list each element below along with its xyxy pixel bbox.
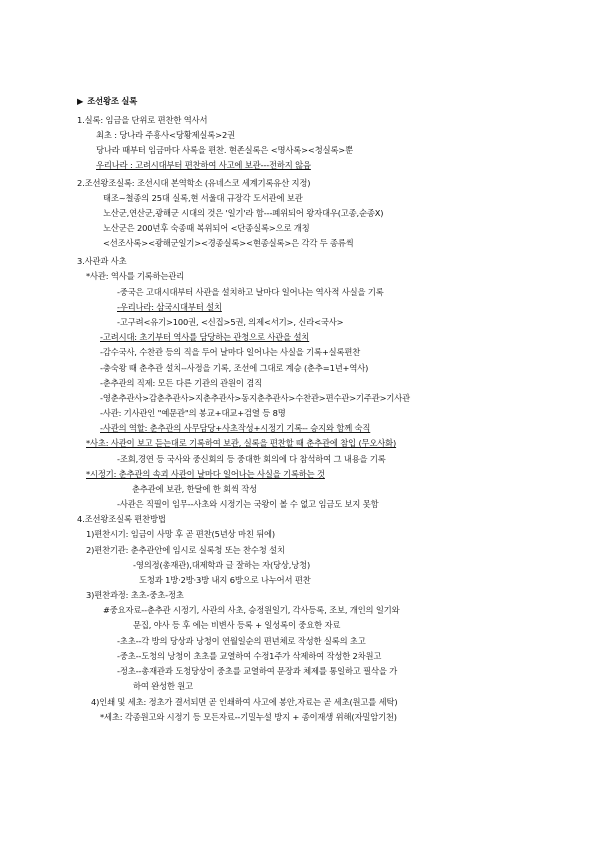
text-line: -감수국사, 수찬관 등의 직을 두어 날마다 일어나는 사실을 기록+실록편찬 (100, 347, 361, 357)
text-line: 당나라 때부터 임금마다 사록을 편찬. 현존실록은 <명사록><청실록>뿐 (96, 145, 353, 155)
text-line: #중요자료--춘추관 시정기, 사관의 사초, 승정원일기, 각사등록, 조보, 개인의 일기와 (103, 605, 400, 615)
section-heading (77, 96, 137, 107)
text-line: 태조~철종의 25대 실록,현 서울대 규장각 도서관에 보관 (103, 193, 303, 203)
section-title: 조선왕조 실록 (87, 96, 138, 106)
triangle-bullet-icon: ▶ (77, 96, 84, 106)
text-line: -정초--총재관과 도청당상이 중초를 교열하여 문장과 체제를 통일하고 필삭을 가 (117, 666, 398, 676)
text-line: 우리나라 : 고려시대부터 편찬하여 사고에 보관---전하지 않음 (96, 160, 311, 170)
text-line: 노산군,연산군,광해군 시대의 것은 '일기'라 함---폐위되어 왕자대우(고종,순종X) (103, 208, 384, 218)
text-line: 2)편찬기관: 춘추관안에 임시로 실록청 또는 찬수청 설치 (86, 545, 285, 555)
text-line: *시정기: 춘추관의 속괴 사관이 날마다 일어나는 사실을 기록하는 것 (86, 469, 325, 479)
text-line: -중국은 고대시대부터 사관을 설치하고 날마다 일어나는 역사적 사실을 기록 (117, 287, 384, 297)
text-line: -사관은 직필이 임무--사초와 시정기는 국왕이 볼 수 없고 임금도 보지 못함 (117, 499, 379, 509)
text-line: -사관: 기사관인 "예문관"의 봉교+대교+검열 등 8명 (100, 408, 286, 418)
text-line: 노산군은 200년후 숙종때 복위되어 <단종실록>으로 개칭 (103, 223, 310, 233)
text-line: -우리나라: 삼국시대부터 설치 (117, 302, 222, 312)
text-line: 1)편찬시기: 임금이 사망 후 곧 편찬(5년상 마친 뒤에) (86, 529, 276, 539)
text-line: <선조사록><광해군일기><경종실록><현종실록>은 각각 두 종류씩 (103, 238, 354, 248)
text-line: 하여 완성한 원고 (133, 681, 194, 691)
text-line: -초초--각 방의 당상과 낭청이 연월일순의 편년체로 작성한 실록의 초고 (117, 636, 366, 646)
text-line: 2.조선왕조실록: 조선시대 본역학소 (유네스코 세계기록유산 지정) (77, 178, 311, 188)
text-line: -영의정(총재관),대제학과 글 잘하는 자(당상,낭청) (133, 560, 311, 570)
text-line: 3.사관과 사초 (77, 256, 127, 266)
text-line: -조회,경연 등 국사와 중신회의 등 중대한 회의에 다 참석하여 그 내용을 기록 (117, 454, 386, 464)
text-line: -고려시대: 초기부터 역사를 담당하는 관청으로 사관을 설치 (100, 332, 310, 342)
text-line: -춘추관의 직제: 모든 다른 기관의 관원이 겸직 (100, 378, 262, 388)
text-line: -고구려<유기>100권, <신집>5권, 의제<서기>, 신라<국사> (117, 317, 344, 327)
text-line: 3)편찬과정: 초초-중초-정초 (86, 590, 184, 600)
text-line: 최초 : 당나라 주흥사<당황제실록>2권 (96, 130, 235, 140)
text-line: -사관의 역할: 춘추관의 사무담당+사초작성+시정기 기록-- 승지와 함께 숙직 (100, 423, 371, 433)
text-line: 4)인쇄 및 세초: 정초가 결서되면 곧 인쇄하여 사고에 봉안,자료는 곧 세초(원고를 세탁) (91, 697, 398, 707)
text-line: 4.조선왕조실록 편찬방법 (77, 514, 166, 524)
text-line: *사관: 역사를 기록하는관리 (86, 271, 185, 281)
text-line: 문집, 야사 등 후 에는 비변사 등록 + 일성록이 중요한 자료 (133, 620, 341, 630)
text-line: -충숙왕 때 춘추관 설치--사정을 기록, 조선에 그대로 계승 (춘추=1년+역사) (100, 363, 369, 373)
text-line: 춘추관에 보관, 한달에 한 회씩 작성 (132, 484, 258, 494)
text-line: -영춘추관사>감춘추관사>지춘추관사>동지춘추관사>수찬관>편수관>기주관>기사관 (100, 393, 410, 403)
text-line: *사초: 사관이 보고 듣는대로 기록하여 보관, 실록을 편찬할 때 춘추관에 참입 (무오사화) (86, 438, 397, 448)
text-line: 도청과 1방·2방·3방 내지 6방으로 나누어서 편찬 (139, 575, 311, 585)
text-line: -중초--도청의 낭청이 초초를 교열하여 수정1주가 삭제하여 작성한 2차원고 (117, 651, 382, 661)
text-line: *세초: 각종원고와 시정기 등 모든자료--기밀누설 방지 + 종이재생 위해(자밀암기천) (100, 712, 397, 722)
text-line: 1.실록: 임금을 단위로 편찬한 역사서 (77, 115, 208, 125)
